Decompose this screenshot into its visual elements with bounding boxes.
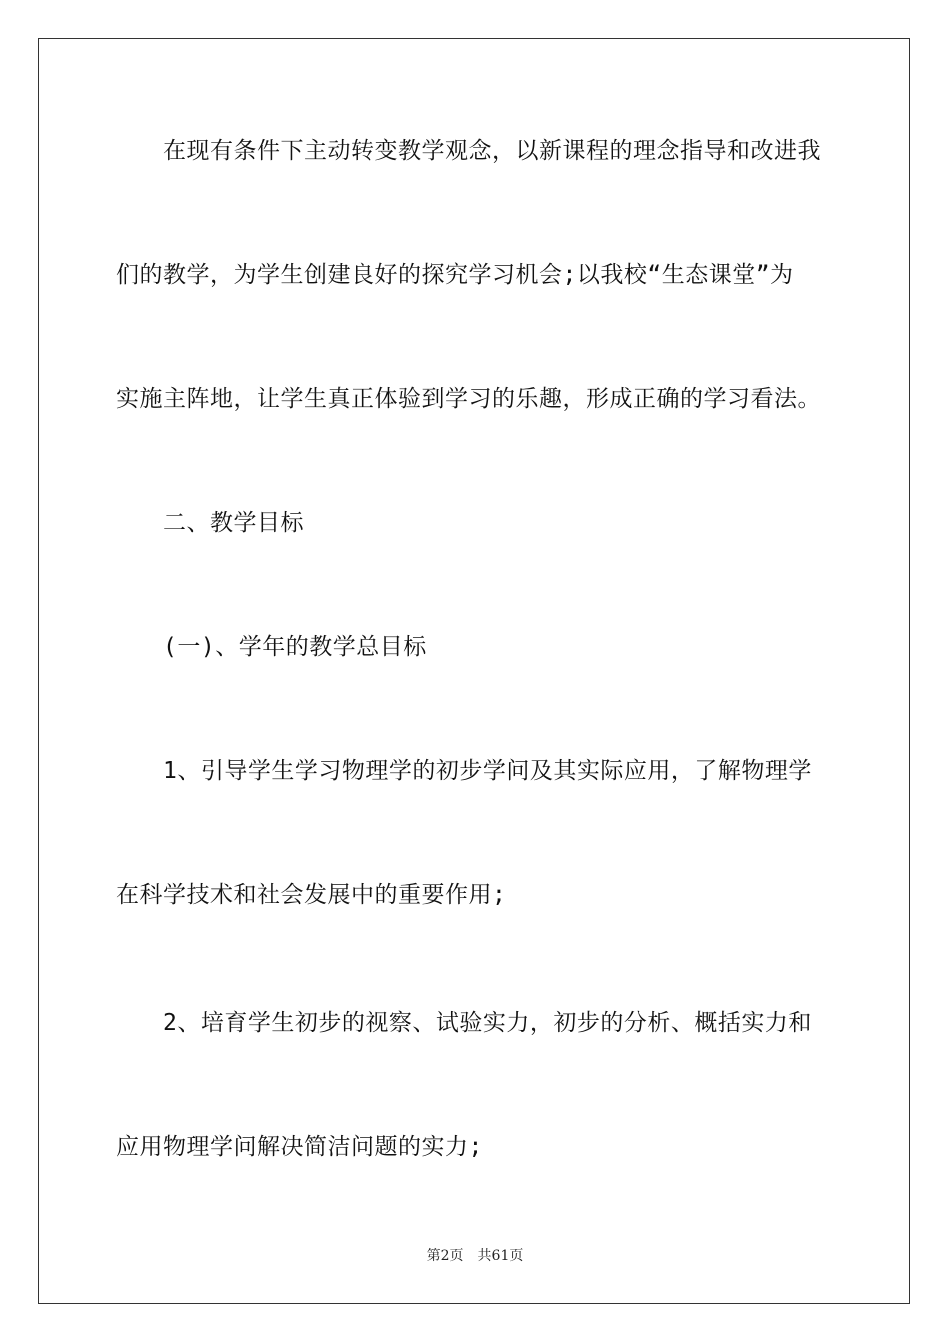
page-frame bbox=[38, 38, 910, 1304]
goal-2-line-2: 应用物理学问解决简洁问题的实力; bbox=[116, 1134, 483, 1160]
paragraph-line-1: 在现有条件下主动转变教学观念，以新课程的理念指导和改进我 bbox=[163, 138, 821, 164]
page-total: 共61页 bbox=[477, 1248, 524, 1264]
goal-2-line-1: 2、培育学生初步的视察、试验实力，初步的分析、概括实力和 bbox=[163, 1010, 812, 1036]
paragraph-line-3: 实施主阵地，让学生真正体验到学习的乐趣，形成正确的学习看法。 bbox=[116, 386, 821, 412]
page-footer bbox=[0, 1247, 950, 1265]
page-number: 第2页 bbox=[426, 1248, 464, 1264]
goal-1-line-1: 1、引导学生学习物理学的初步学问及其实际应用，了解物理学 bbox=[163, 758, 812, 784]
goal-1-line-2: 在科学技术和社会发展中的重要作用; bbox=[116, 882, 507, 908]
paragraph-line-2: 们的教学，为学生创建良好的探究学习机会;以我校“生态课堂”为 bbox=[116, 262, 794, 288]
section-heading: 二、教学目标 bbox=[163, 510, 304, 536]
subsection-heading: (一)、学年的教学总目标 bbox=[163, 634, 427, 660]
